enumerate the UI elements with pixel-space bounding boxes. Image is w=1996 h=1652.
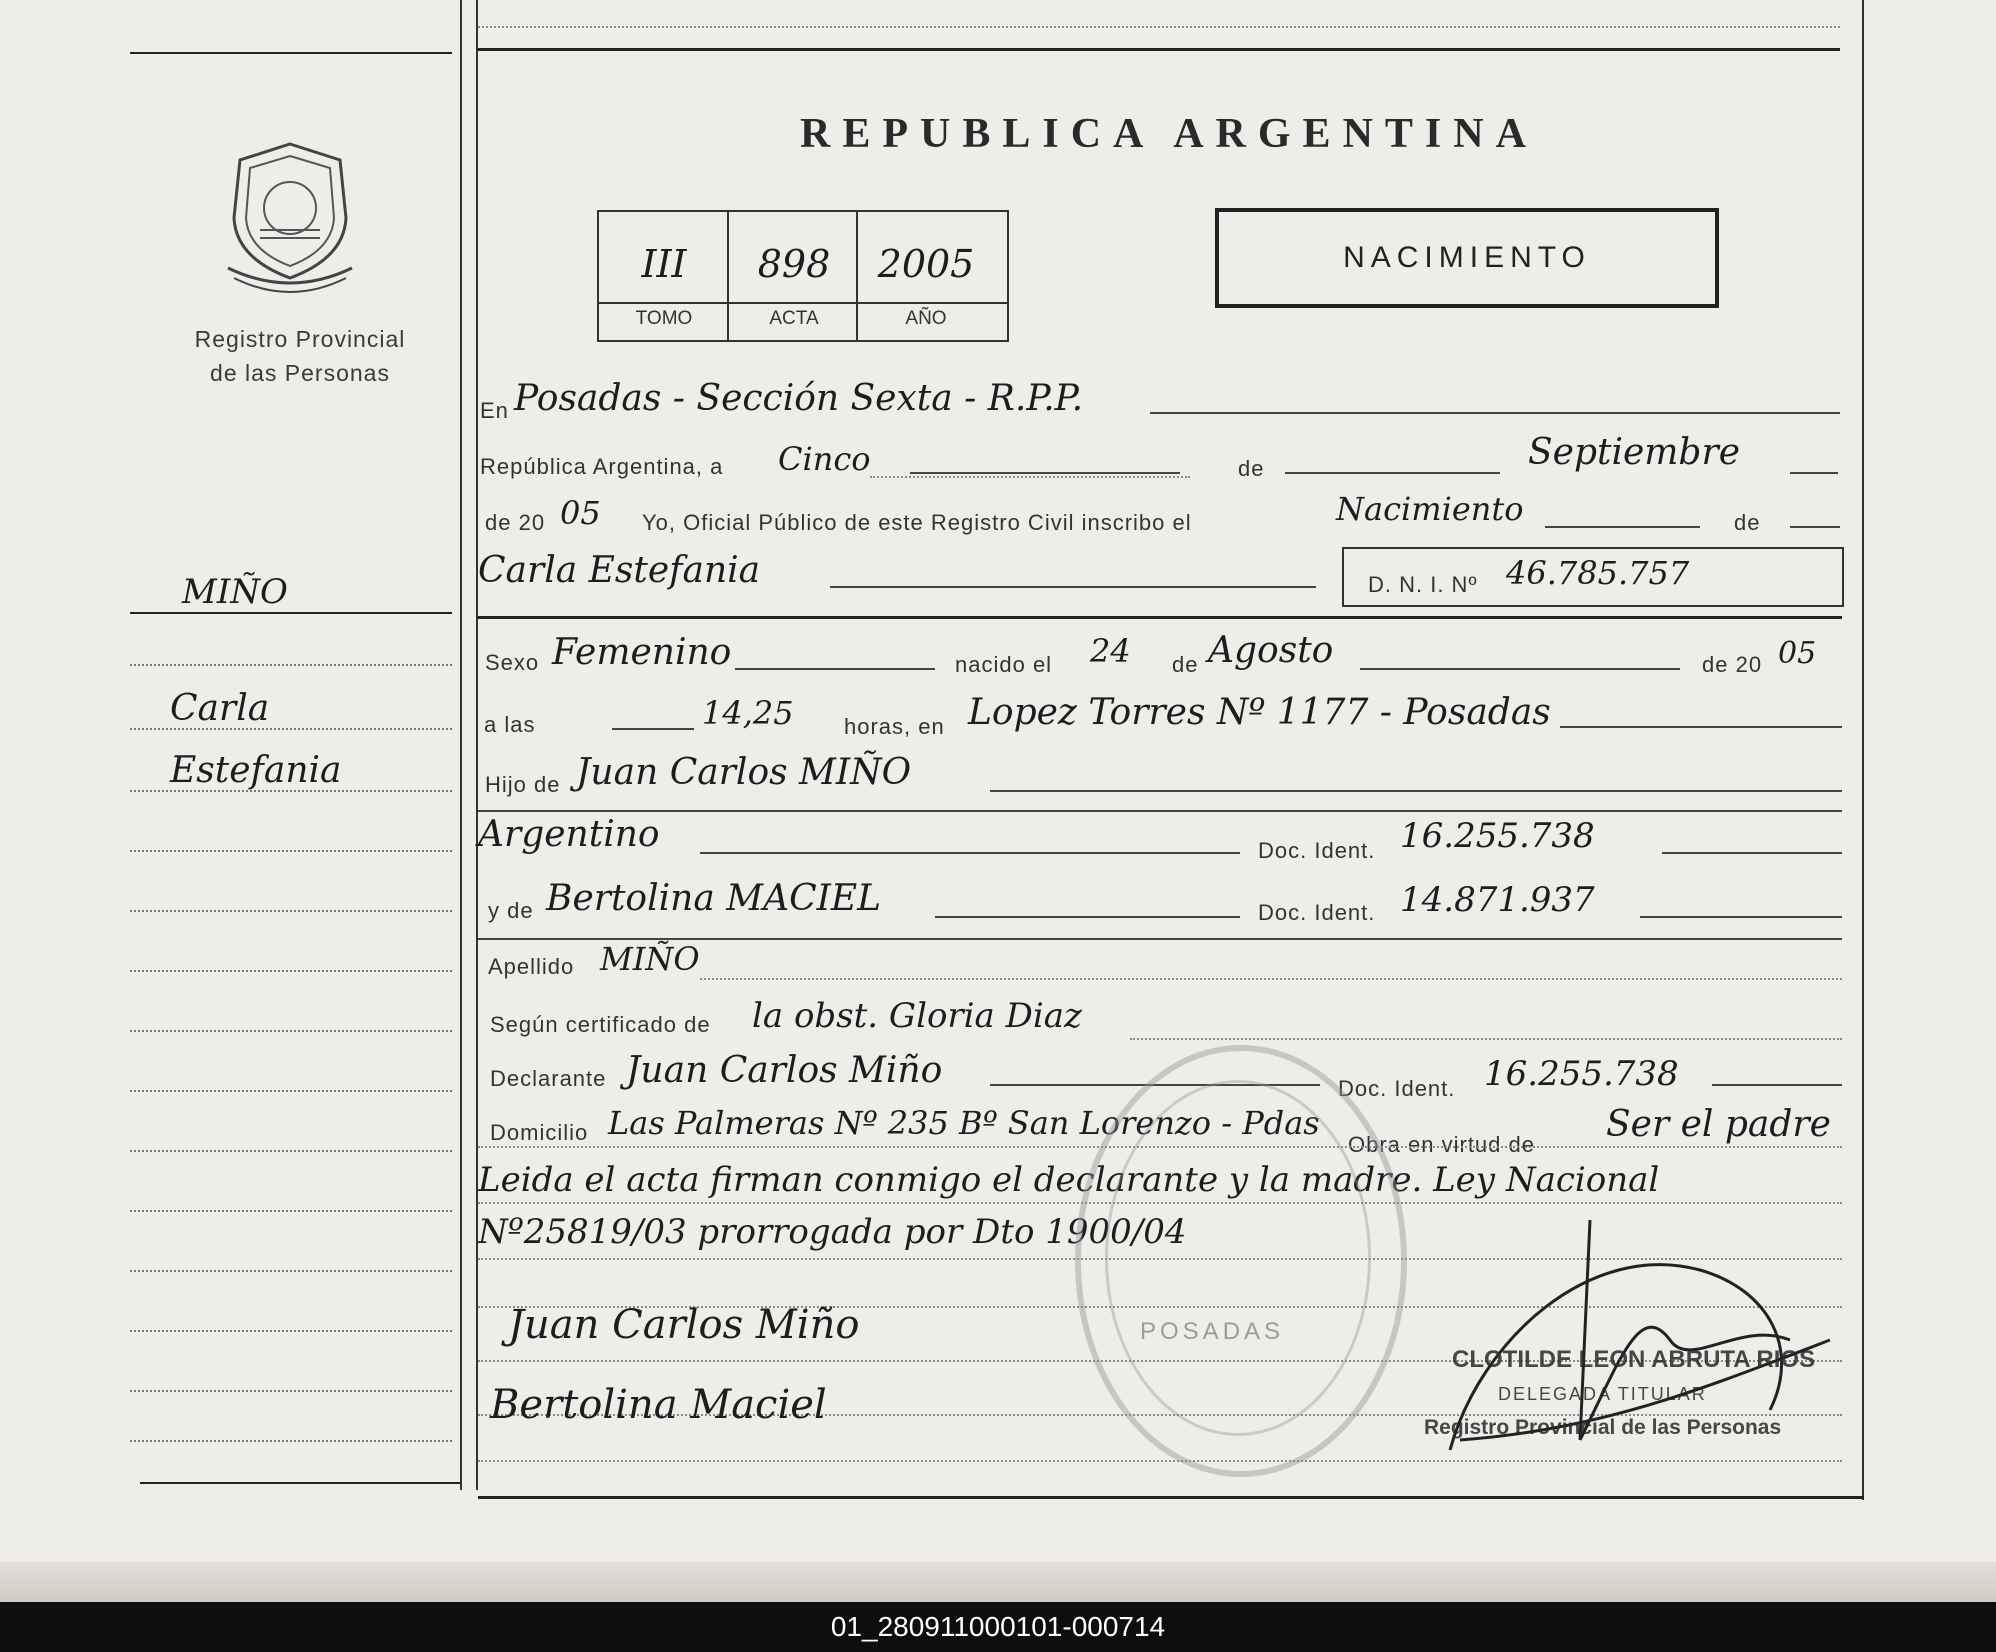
section-rule [478,616,1842,619]
en-rule [1150,412,1840,414]
stub-dotted-rule [130,1330,452,1332]
father-doc-rule [1662,852,1842,854]
record-number-box [597,210,1009,342]
stub-dotted-rule [130,970,452,972]
father-name: Juan Carlos MIÑO [576,752,912,793]
ano-label: AÑO [905,308,947,329]
birth-day: 24 [1090,632,1131,670]
round-stamp-city: POSADAS [1140,1318,1285,1345]
domicilio-value: Las Palmeras Nº 235 Bº San Lorenzo - Pdas [608,1104,1320,1142]
domicilio-label: Domicilio [490,1120,589,1145]
dni-label: D. N. I. Nº [1368,572,1478,597]
de20-label: de 20 [485,510,546,535]
ano-value: 2005 [877,242,975,286]
en-label: En [480,398,509,423]
nacido-label: nacido el [955,652,1053,677]
stub-dotted-rule [130,728,452,730]
declarante-value: Juan Carlos Miño [626,1050,943,1091]
de-mes-label: de [1172,652,1199,677]
father-nationality: Argentino [478,814,660,855]
tomo-value: III [641,242,687,286]
declarante-doc: 16.255.738 [1484,1054,1679,1094]
stub-dotted-rule [130,1270,452,1272]
form-right-border [1862,0,1864,1500]
registry-name-line2: de las Personas [210,360,390,386]
acta-value: 898 [757,242,831,286]
father-rule-2 [478,810,1842,812]
stub-surname-rule [130,612,452,614]
official-title: DELEGADA TITULAR [1498,1384,1707,1404]
note-rule-6 [478,1460,1842,1462]
stub-dotted-rule [130,1090,452,1092]
mother-doc: 14.871.937 [1400,880,1595,920]
stub-dotted-rule [130,790,452,792]
record-type-box: NACIMIENTO [1215,208,1719,308]
father-rule [990,790,1842,792]
stub-dotted-rule [130,910,452,912]
registered-name: Carla Estefania [478,550,761,591]
stub-dotted-rule [130,1150,452,1152]
hour-lead-rule [612,728,694,730]
official-office: Registro Provincial de las Personas [1424,1416,1782,1439]
de-label-2: de [1734,510,1761,535]
declarante-doc-rule [1712,1084,1842,1086]
father-doc-label: Doc. Ident. [1258,838,1376,863]
day-rule [870,476,1190,478]
father-signature: Juan Carlos Miño [508,1302,860,1348]
month-lead-rule [1285,472,1500,474]
acto-tail-rule [1790,526,1840,528]
stub-dotted-rule [130,1210,452,1212]
sexo-value: Femenino [552,632,732,673]
day-solid-rule [910,472,1180,474]
day-value: Cinco [778,440,871,478]
stub-dotted-rule [130,850,452,852]
birth-month-rule [1360,668,1680,670]
acto-value: Nacimiento [1336,490,1524,528]
sexo-label: Sexo [485,650,540,675]
en-value: Posadas - Sección Sexta - R.P.P. [514,378,1084,419]
page-edge [0,1562,1996,1602]
top-dotted-rule [478,26,1840,28]
father-doc: 16.255.738 [1400,816,1595,856]
acta-label: ACTA [769,308,819,329]
stub-dotted-rule [130,1440,452,1442]
mother-rule [935,916,1240,918]
registry-name-line1: Registro Provincial [194,326,406,352]
acto-rule [1545,526,1700,528]
stub-dotted-rule [130,1390,452,1392]
horas-label: horas, en [844,714,945,739]
hijo-label: Hijo de [485,772,561,797]
nationality-rule [700,852,1240,854]
republica-label: República Argentina, a [480,454,724,479]
place-rule [1560,726,1842,728]
name-rule [830,586,1316,588]
stub-bottom-rule [140,1482,460,1484]
segun-label: Según certificado de [490,1012,711,1037]
declarante-doc-label: Doc. Ident. [1338,1076,1456,1101]
apellido-rule [700,978,1842,980]
stub-dotted-rule [130,1030,452,1032]
stub-top-rule [130,52,452,54]
tomo-label: TOMO [635,308,693,329]
apellido-value: MIÑO [600,940,700,978]
sexo-rule [735,668,935,670]
dni-value: 46.785.757 [1506,554,1690,592]
mother-name: Bertolina MACIEL [546,878,882,919]
registry-round-stamp-inner [1105,1080,1371,1436]
stub-divider [460,0,462,1490]
inscribo-label: Yo, Oficial Público de este Registro Civil inscribo el [642,510,1192,535]
misiones-seal-icon [220,138,360,298]
note-line-2: Nº25819/03 prorrogada por Dto 1900/04 [478,1212,1187,1252]
year-value: 05 [560,494,601,532]
document-id-footer: 01_280911000101-000714 [830,1611,1166,1642]
segun-value: la obst. Gloria Diaz [752,996,1082,1036]
a-las-label: a las [484,712,536,737]
stub-dotted-rule [130,664,452,666]
stub-name-line2: Estefania [170,750,342,791]
segun-rule [1130,1038,1842,1040]
form-left-border [476,0,478,1490]
form-bottom-rule [478,1496,1864,1499]
birth-place: Lopez Torres Nº 1177 - Posadas [968,692,1551,733]
top-rule [478,48,1840,51]
official-name: CLOTILDE LEON ABRUTA RIOS [1452,1346,1816,1373]
de-label: de [1238,456,1265,481]
obra-label: Obra en virtud de [1348,1132,1535,1157]
apellido-label: Apellido [488,954,575,979]
country-title: REPUBLICA ARGENTINA [800,111,1538,157]
birth-year: 05 [1778,636,1817,671]
month-tail-rule [1790,472,1838,474]
box-label-rule [599,302,1007,304]
stub-surname: MIÑO [182,572,288,612]
mother-doc-label: Doc. Ident. [1258,900,1376,925]
month-value: Septiembre [1528,432,1740,473]
mother-doc-rule [1640,916,1842,918]
stub-name-line1: Carla [170,688,270,729]
yde-label: y de [488,898,534,923]
hour-value: 14,25 [702,694,794,732]
note-line-1: Leida el acta firman conmigo el declarante y la madre. Ley Nacional [478,1160,1660,1200]
obra-value: Ser el padre [1606,1104,1831,1145]
mother-signature: Bertolina Maciel [490,1382,827,1428]
de20-label-2: de 20 [1702,652,1763,677]
declarante-label: Declarante [490,1066,607,1091]
birth-month: Agosto [1208,630,1334,671]
